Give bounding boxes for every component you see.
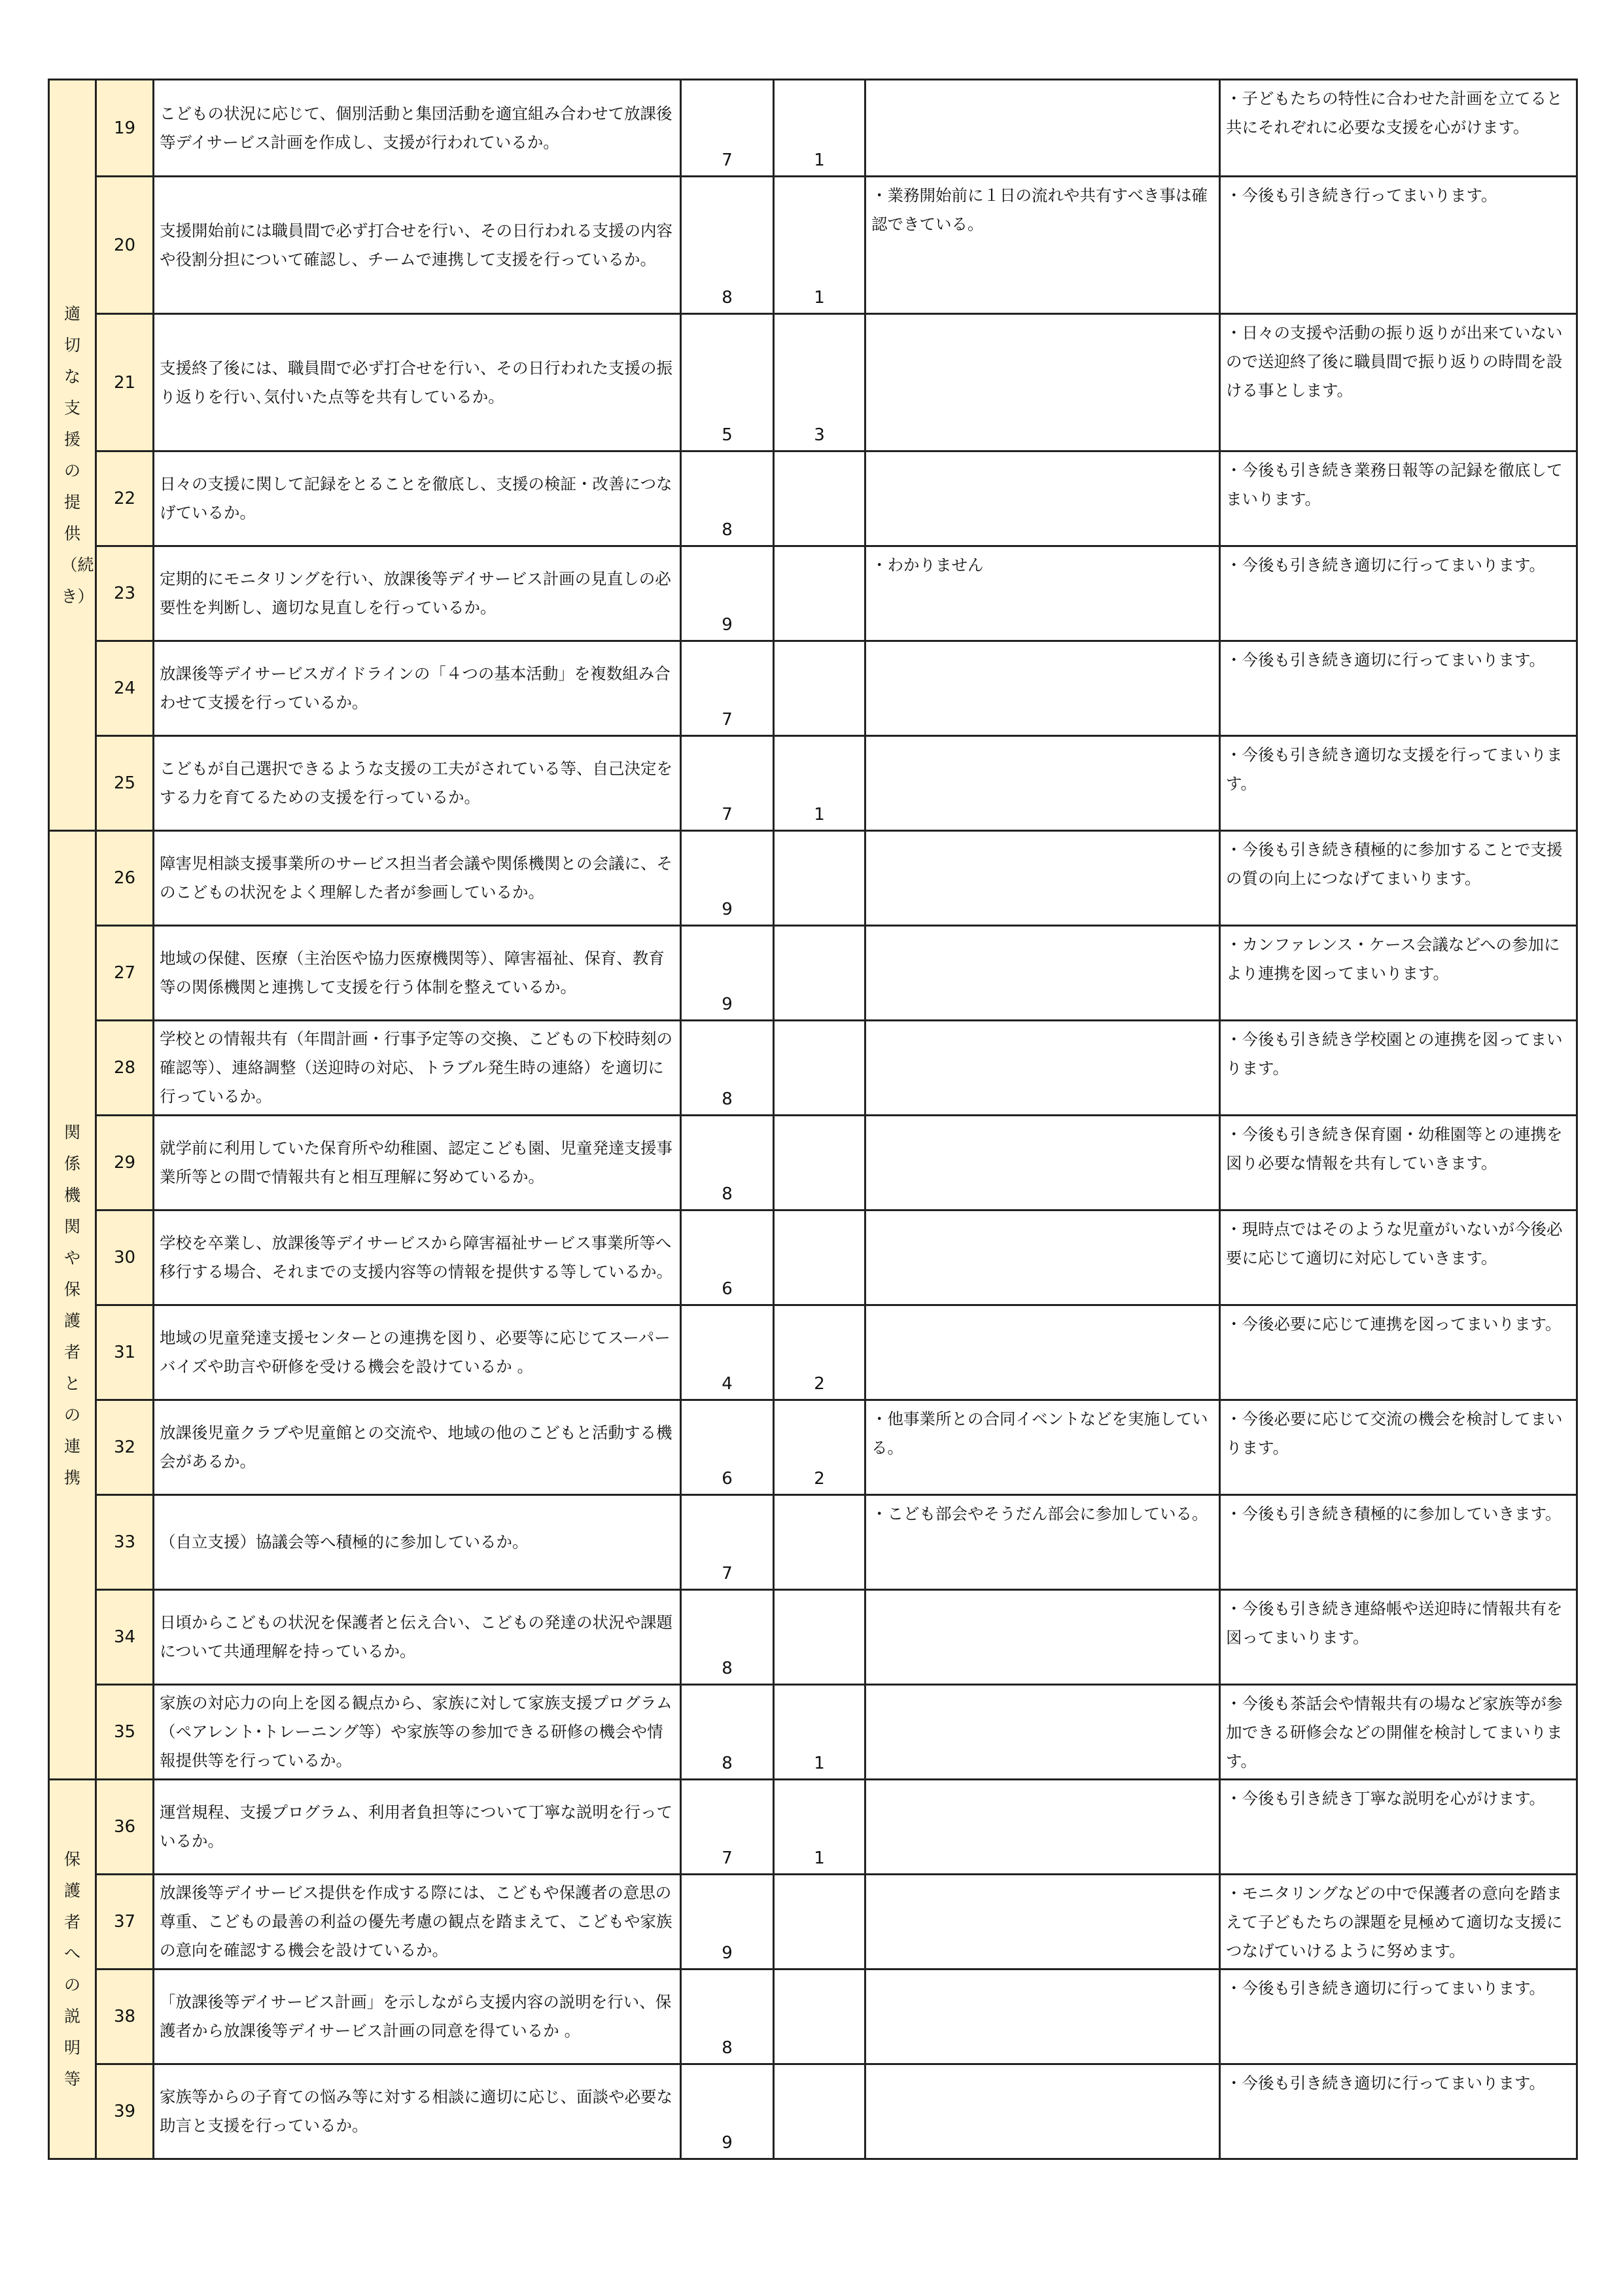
no-count bbox=[774, 451, 865, 546]
question-text: 運営規程、支援プログラム、利用者負担等について丁寧な説明を行っているか。 bbox=[154, 1780, 681, 1875]
response-comment: ・今後も引き続き適切に行ってまいります。 bbox=[1220, 546, 1577, 641]
item-number: 20 bbox=[96, 177, 154, 314]
item-number: 24 bbox=[96, 641, 154, 736]
no-count: 1 bbox=[774, 80, 865, 177]
staff-comment bbox=[865, 1116, 1220, 1210]
staff-comment bbox=[865, 1305, 1220, 1400]
table-row bbox=[49, 1969, 1577, 2064]
no-count bbox=[774, 2064, 865, 2159]
response-comment: ・カンファレンス・ケース会議などへの参加により連携を図ってまいります。 bbox=[1220, 926, 1577, 1021]
response-comment: ・今後も引き続き適切な支援を行ってまいります。 bbox=[1220, 736, 1577, 831]
no-count bbox=[774, 926, 865, 1021]
question-text: （自立支援）協議会等へ積極的に参加しているか。 bbox=[154, 1495, 681, 1590]
evaluation-table bbox=[48, 79, 1578, 2160]
question-text: 支援開始前には職員間で必ず打合せを行い、その日行われる支援の内容や役割分担について確認し、チームで連携して支援を行っているか。 bbox=[154, 177, 681, 314]
item-number: 38 bbox=[96, 1969, 154, 2064]
section-category bbox=[49, 1780, 96, 2159]
no-count bbox=[774, 1116, 865, 1210]
staff-comment bbox=[865, 80, 1220, 177]
no-count bbox=[774, 1210, 865, 1305]
table-row bbox=[49, 1685, 1577, 1780]
no-count bbox=[774, 1495, 865, 1590]
question-text: 支援終了後には、職員間で必ず打合せを行い、その日行われた支援の振り返りを行い､気付いた点等を共有しているか。 bbox=[154, 314, 681, 451]
table-row bbox=[49, 451, 1577, 546]
item-number: 19 bbox=[96, 80, 154, 177]
no-count: 1 bbox=[774, 736, 865, 831]
no-count bbox=[774, 831, 865, 926]
response-comment: ・今後も引き続き連絡帳や送迎時に情報共有を図ってまいります。 bbox=[1220, 1590, 1577, 1685]
question-text: 地域の児童発達支援センターとの連携を図り、必要等に応じてスーパーバイズや助言や研修を受ける機会を設けているか 。 bbox=[154, 1305, 681, 1400]
no-count bbox=[774, 1969, 865, 2064]
yes-count: 8 bbox=[681, 1021, 774, 1116]
yes-count: 9 bbox=[681, 546, 774, 641]
item-number: 34 bbox=[96, 1590, 154, 1685]
question-text: 家族の対応力の向上を図る観点から、家族に対して家族支援プログラム（ペアレント･トレーニング等）や家族等の参加できる研修の機会や情報提供等を行っているか。 bbox=[154, 1685, 681, 1780]
table-row bbox=[49, 1590, 1577, 1685]
yes-count: 6 bbox=[681, 1210, 774, 1305]
question-text: 「放課後等デイサービス計画」を示しながら支援内容の説明を行い、保護者から放課後等デイサービス計画の同意を得ているか 。 bbox=[154, 1969, 681, 2064]
yes-count: 7 bbox=[681, 736, 774, 831]
staff-comment bbox=[865, 1780, 1220, 1875]
question-text: 学校との情報共有（年間計画・行事予定等の交換、こどもの下校時刻の確認等）、連絡調整（送迎時の対応、トラブル発生時の連絡）を適切に行っているか。 bbox=[154, 1021, 681, 1116]
yes-count: 8 bbox=[681, 1685, 774, 1780]
question-text: 放課後児童クラブや児童館との交流や、地域の他のこどもと活動する機会があるか。 bbox=[154, 1400, 681, 1495]
no-count: 2 bbox=[774, 1305, 865, 1400]
staff-comment bbox=[865, 1969, 1220, 2064]
response-comment: ・子どもたちの特性に合わせた計画を立てると共にそれぞれに必要な支援を心がけます。 bbox=[1220, 80, 1577, 177]
no-count: 2 bbox=[774, 1400, 865, 1495]
yes-count: 4 bbox=[681, 1305, 774, 1400]
response-comment: ・今後も引き続き丁寧な説明を心がけます。 bbox=[1220, 1780, 1577, 1875]
item-number: 33 bbox=[96, 1495, 154, 1590]
no-count bbox=[774, 1590, 865, 1685]
section-category-label: 関係機関や保護者との連携 bbox=[63, 1122, 80, 1487]
question-text: 放課後等デイサービス提供を作成する際には、こどもや保護者の意思の尊重、こどもの最善の利益の優先考慮の観点を踏まえて、こどもや家族の意向を確認する機会を設けているか。 bbox=[154, 1875, 681, 1969]
item-number: 25 bbox=[96, 736, 154, 831]
staff-comment bbox=[865, 1875, 1220, 1969]
question-text: 地域の保健、医療（主治医や協力医療機関等）、障害福祉、保育、教育等の関係機関と連携して支援を行う体制を整えているか。 bbox=[154, 926, 681, 1021]
item-number: 21 bbox=[96, 314, 154, 451]
section-category bbox=[49, 80, 96, 831]
no-count: 1 bbox=[774, 1685, 865, 1780]
item-number: 31 bbox=[96, 1305, 154, 1400]
response-comment: ・今後も引き続き業務日報等の記録を徹底してまいります。 bbox=[1220, 451, 1577, 546]
response-comment: ・今後必要に応じて連携を図ってまいります。 bbox=[1220, 1305, 1577, 1400]
table-row bbox=[49, 641, 1577, 736]
table-row bbox=[49, 1495, 1577, 1590]
response-comment: ・今後も引き続き適切に行ってまいります。 bbox=[1220, 1969, 1577, 2064]
yes-count: 9 bbox=[681, 1875, 774, 1969]
yes-count: 9 bbox=[681, 926, 774, 1021]
staff-comment bbox=[865, 926, 1220, 1021]
staff-comment bbox=[865, 831, 1220, 926]
staff-comment bbox=[865, 1021, 1220, 1116]
table-row bbox=[49, 1305, 1577, 1400]
section-category-label: 適切な支援の提供（続き） bbox=[61, 304, 94, 606]
yes-count: 7 bbox=[681, 1780, 774, 1875]
yes-count: 9 bbox=[681, 2064, 774, 2159]
no-count bbox=[774, 1875, 865, 1969]
staff-comment bbox=[865, 1685, 1220, 1780]
table-row bbox=[49, 736, 1577, 831]
staff-comment: ・こども部会やそうだん部会に参加している。 bbox=[865, 1495, 1220, 1590]
question-text: こどもが自己選択できるような支援の工夫がされている等、自己決定をする力を育てるための支援を行っているか。 bbox=[154, 736, 681, 831]
response-comment: ・日々の支援や活動の振り返りが出来ていないので送迎終了後に職員間で振り返りの時間を設ける事とします。 bbox=[1220, 314, 1577, 451]
response-comment: ・今後も引き続き積極的に参加していきます。 bbox=[1220, 1495, 1577, 1590]
table-row bbox=[49, 1780, 1577, 1875]
staff-comment bbox=[865, 1590, 1220, 1685]
yes-count: 8 bbox=[681, 177, 774, 314]
staff-comment: ・他事業所との合同イベントなどを実施している。 bbox=[865, 1400, 1220, 1495]
response-comment: ・現時点ではそのような児童がいないが今後必要に応じて適切に対応していきます。 bbox=[1220, 1210, 1577, 1305]
yes-count: 8 bbox=[681, 1969, 774, 2064]
item-number: 30 bbox=[96, 1210, 154, 1305]
table-row bbox=[49, 1875, 1577, 1969]
staff-comment bbox=[865, 736, 1220, 831]
question-text: 日々の支援に関して記録をとることを徹底し、支援の検証・改善につなげているか。 bbox=[154, 451, 681, 546]
response-comment: ・今後も引き続き適切に行ってまいります。 bbox=[1220, 641, 1577, 736]
response-comment: ・今後も茶話会や情報共有の場など家族等が参加できる研修会などの開催を検討してまいります。 bbox=[1220, 1685, 1577, 1780]
response-comment: ・今後も引き続き学校園との連携を図ってまいります。 bbox=[1220, 1021, 1577, 1116]
item-number: 26 bbox=[96, 831, 154, 926]
item-number: 22 bbox=[96, 451, 154, 546]
item-number: 29 bbox=[96, 1116, 154, 1210]
item-number: 27 bbox=[96, 926, 154, 1021]
table-row bbox=[49, 926, 1577, 1021]
item-number: 23 bbox=[96, 546, 154, 641]
staff-comment bbox=[865, 314, 1220, 451]
no-count: 1 bbox=[774, 1780, 865, 1875]
question-text: 定期的にモニタリングを行い、放課後等デイサービス計画の見直しの必要性を判断し、適切な見直しを行っているか。 bbox=[154, 546, 681, 641]
table-row bbox=[49, 546, 1577, 641]
table-row bbox=[49, 1210, 1577, 1305]
table-row bbox=[49, 1021, 1577, 1116]
yes-count: 6 bbox=[681, 1400, 774, 1495]
question-text: 家族等からの子育ての悩み等に対する相談に適切に応じ、面談や必要な助言と支援を行っているか。 bbox=[154, 2064, 681, 2159]
item-number: 28 bbox=[96, 1021, 154, 1116]
yes-count: 8 bbox=[681, 451, 774, 546]
no-count: 3 bbox=[774, 314, 865, 451]
response-comment: ・今後も引き続き行ってまいります。 bbox=[1220, 177, 1577, 314]
yes-count: 8 bbox=[681, 1116, 774, 1210]
question-text: 学校を卒業し、放課後等デイサービスから障害福祉サービス事業所等へ移行する場合、それまでの支援内容等の情報を提供する等しているか。 bbox=[154, 1210, 681, 1305]
item-number: 37 bbox=[96, 1875, 154, 1969]
item-number: 36 bbox=[96, 1780, 154, 1875]
yes-count: 5 bbox=[681, 314, 774, 451]
question-text: 放課後等デイサービスガイドラインの「４つの基本活動」を複数組み合わせて支援を行っているか。 bbox=[154, 641, 681, 736]
table-row bbox=[49, 1116, 1577, 1210]
no-count bbox=[774, 1021, 865, 1116]
response-comment: ・今後も引き続き適切に行ってまいります。 bbox=[1220, 2064, 1577, 2159]
no-count bbox=[774, 641, 865, 736]
question-text: 日頃からこどもの状況を保護者と伝え合い、こどもの発達の状況や課題について共通理解を持っているか。 bbox=[154, 1590, 681, 1685]
item-number: 39 bbox=[96, 2064, 154, 2159]
yes-count: 9 bbox=[681, 831, 774, 926]
question-text: 就学前に利用していた保育所や幼稚園、認定こども園、児童発達支援事業所等との間で情報共有と相互理解に努めているか。 bbox=[154, 1116, 681, 1210]
section-category bbox=[49, 831, 96, 1780]
response-comment: ・今後必要に応じて交流の機会を検討してまいります。 bbox=[1220, 1400, 1577, 1495]
yes-count: 7 bbox=[681, 80, 774, 177]
staff-comment: ・わかりません bbox=[865, 546, 1220, 641]
section-category-label: 保護者への説明等 bbox=[63, 1849, 80, 2089]
question-text: こどもの状況に応じて、個別活動と集団活動を適宜組み合わせて放課後等デイサービス計画を作成し、支援が行われているか。 bbox=[154, 80, 681, 177]
question-text: 障害児相談支援事業所のサービス担当者会議や関係機関との会議に、そのこどもの状況をよく理解した者が参画しているか。 bbox=[154, 831, 681, 926]
yes-count: 7 bbox=[681, 641, 774, 736]
no-count: 1 bbox=[774, 177, 865, 314]
table-row bbox=[49, 1400, 1577, 1495]
staff-comment bbox=[865, 641, 1220, 736]
evaluation-sheet bbox=[48, 79, 1576, 2160]
response-comment: ・今後も引き続き積極的に参加することで支援の質の向上につなげてまいります。 bbox=[1220, 831, 1577, 926]
table-row bbox=[49, 177, 1577, 314]
item-number: 35 bbox=[96, 1685, 154, 1780]
table-row bbox=[49, 80, 1577, 177]
no-count bbox=[774, 546, 865, 641]
staff-comment bbox=[865, 1210, 1220, 1305]
yes-count: 7 bbox=[681, 1495, 774, 1590]
staff-comment bbox=[865, 451, 1220, 546]
yes-count: 8 bbox=[681, 1590, 774, 1685]
table-row bbox=[49, 314, 1577, 451]
response-comment: ・今後も引き続き保育園・幼稚園等との連携を図り必要な情報を共有していきます。 bbox=[1220, 1116, 1577, 1210]
staff-comment bbox=[865, 2064, 1220, 2159]
table-row bbox=[49, 831, 1577, 926]
staff-comment: ・業務開始前に１日の流れや共有すべき事は確認できている。 bbox=[865, 177, 1220, 314]
response-comment: ・モニタリングなどの中で保護者の意向を踏まえて子どもたちの課題を見極めて適切な支援につなげていけるように努めます。 bbox=[1220, 1875, 1577, 1969]
item-number: 32 bbox=[96, 1400, 154, 1495]
table-row bbox=[49, 2064, 1577, 2159]
